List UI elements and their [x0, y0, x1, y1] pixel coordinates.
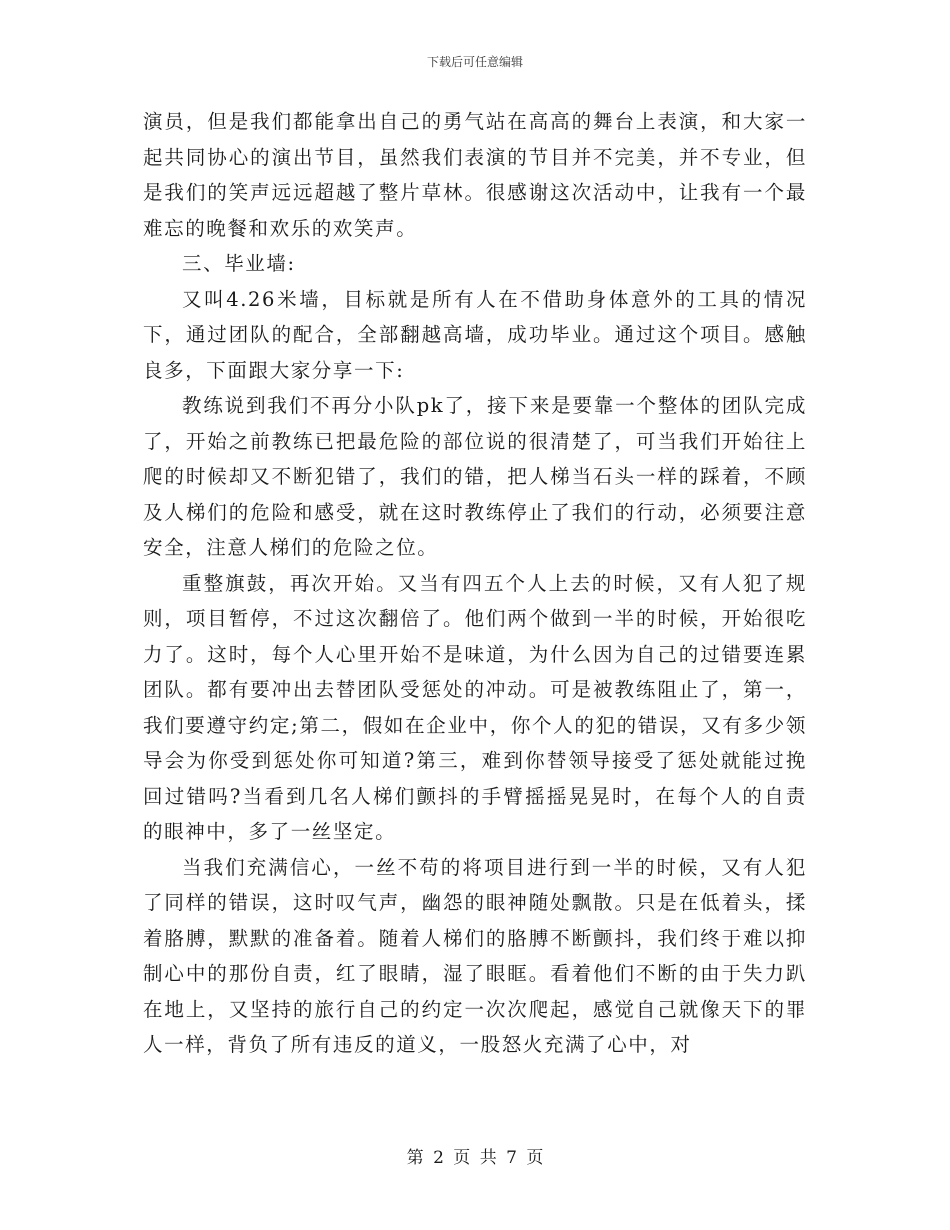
paragraph: 重整旗鼓，再次开始。又当有四五个人上去的时候，又有人犯了规则，项目暂停，不过这次翻倍了。他们两个做到一半的时候，开始很吃力了。这时，每个人心里开始不是味道，为什么因为自己的过错要连累团队。都有要冲出去替团队受惩处的冲动。可是被教练阻止了，第一，我们要遵守约定;第二，假如在企业中，你个人的犯的错误，又有多少领导会为你受到惩处你可知道?第三，难到你替领导接受了惩处就能过挽回过错吗?当看到几名人梯们颤抖的手臂摇摇晃晃时，在每个人的自责的眼神中，多了一丝坚定。	[143, 571, 807, 843]
paragraph-continuation: 演员，但是我们都能拿出自己的勇气站在高高的舞台上表演，和大家一起共同协心的演出节目，虽然我们表演的节目并不完美，并不专业，但是我们的笑声远远超越了整片草林。很感谢这次活动中，让我有一个最难忘的晚餐和欢乐的欢笑声。	[143, 110, 807, 240]
paragraph: 当我们充满信心，一丝不苟的将项目进行到一半的时候，又有人犯了同样的错误，这时叹气声，幽怨的眼神随处飘散。只是在低着头，揉着胳膊，默默的准备着。随着人梯们的胳膊不断颤抖，我们终于难以抑制心中的那份自责，红了眼睛，湿了眼眶。看着他们不断的由于失力趴在地上，又坚持的旅行自己的约定一次次爬起，感觉自己就像天下的罪人一样，背负了所有违反的道义，一股怒火充满了心中，对	[143, 855, 807, 1056]
section-heading-graduation-wall: 三、毕业墙:	[182, 252, 296, 275]
paragraph: 教练说到我们不再分小队pk了，接下来是要靠一个整体的团队完成了，开始之前教练已把最危险的部位说的很清楚了，可当我们开始往上爬的时候却又不断犯错了，我们的错，把人梯当石头一样的踩着，不顾及人梯们的危险和感受，就在这时教练停止了我们的行动，必须要注意安全，注意人梯们的危险之位。	[143, 394, 807, 559]
page-footer: 第 2 页 共 7 页	[406, 1148, 544, 1168]
document-body	[143, 104, 807, 1063]
paragraph: 又叫4.26米墙，目标就是所有人在不借助身体意外的工具的情况下，通过团队的配合，全部翻越高墙，成功毕业。通过这个项目。感触良多，下面跟大家分享一下:	[143, 287, 807, 382]
page-header: 下载后可任意编辑	[426, 55, 523, 69]
